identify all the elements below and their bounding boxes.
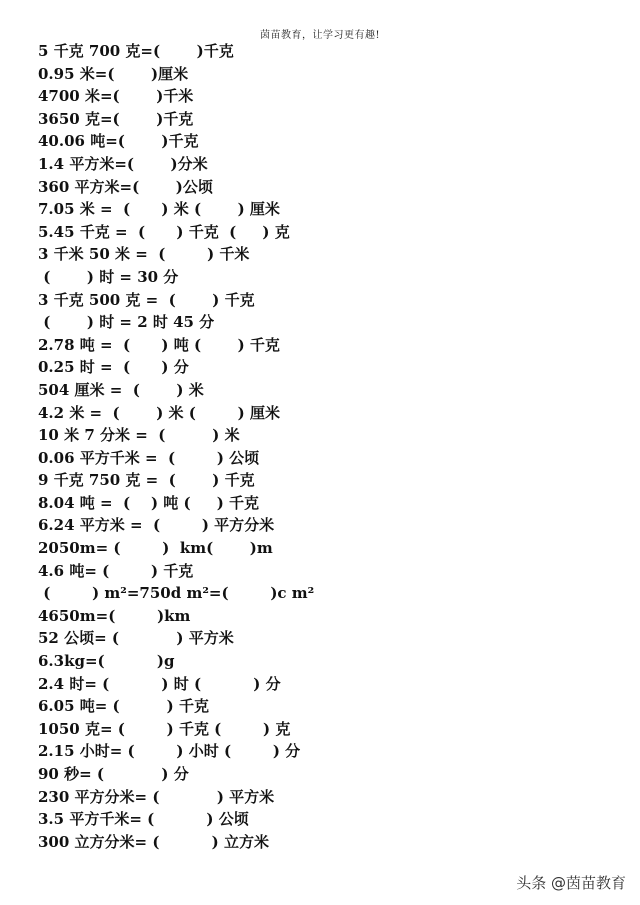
exercise-line: 3650 克=( )千克 bbox=[38, 109, 194, 128]
exercise-line: 3 千米 50 米 = ( ) 千米 bbox=[38, 245, 250, 264]
exercise-line: 1.4 平方米=( )分米 bbox=[38, 154, 208, 173]
exercise-line: 0.95 米=( )厘米 bbox=[38, 64, 189, 83]
exercise-line: ( ) 时 = 2 时 45 分 bbox=[38, 313, 215, 332]
exercise-line: 4.2 米 = ( ) 米 ( ) 厘米 bbox=[38, 403, 280, 422]
exercise-line: 504 厘米 = ( ) 米 bbox=[38, 380, 204, 399]
exercise-line: 6.24 平方米 = ( ) 平方分米 bbox=[38, 516, 275, 535]
exercise-line: 9 千克 750 克 = ( ) 千克 bbox=[38, 471, 255, 490]
exercise-line: ( ) 时 = 30 分 bbox=[38, 267, 179, 286]
exercise-line: ( ) m²=750d m²=( )c m² bbox=[38, 584, 315, 603]
exercise-line: 1050 克= ( ) 千克 ( ) 克 bbox=[38, 719, 291, 738]
exercise-line: 7.05 米 = ( ) 米 ( ) 厘米 bbox=[38, 200, 280, 219]
exercise-line: 6.3kg=( )g bbox=[38, 652, 175, 671]
exercise-line: 6.05 吨= ( ) 千克 bbox=[38, 697, 209, 716]
exercise-line: 300 立方分米= ( ) 立方米 bbox=[38, 832, 269, 851]
exercise-line: 0.06 平方千米 = ( ) 公顷 bbox=[38, 448, 260, 467]
exercise-line: 2.15 小时= ( ) 小时 ( ) 分 bbox=[38, 742, 301, 761]
exercise-line: 360 平方米=( )公顷 bbox=[38, 177, 213, 196]
exercise-line: 52 公顷= ( ) 平方米 bbox=[38, 629, 234, 648]
exercise-line: 230 平方分米= ( ) 平方米 bbox=[38, 787, 275, 806]
exercise-line: 3 千克 500 克 = ( ) 千克 bbox=[38, 290, 255, 309]
exercise-line: 5.45 千克 = ( ) 千克 ( ) 克 bbox=[38, 222, 290, 241]
page-header: 茵苗教育，让学习更有趣! bbox=[259, 30, 381, 41]
exercise-line: 5 千克 700 克=( )千克 bbox=[38, 42, 234, 60]
exercise-line: 3.5 平方千米= ( ) 公顷 bbox=[38, 810, 249, 829]
exercise-line: 0.25 时 = ( ) 分 bbox=[38, 358, 189, 377]
exercise-list bbox=[38, 40, 598, 853]
watermark: 头条 @茵苗教育 bbox=[516, 874, 626, 892]
exercise-line: 4700 米=( )千米 bbox=[38, 87, 194, 106]
exercise-line: 2.78 吨 = ( ) 吨 ( ) 千克 bbox=[38, 335, 280, 354]
exercise-line: 2050m= ( ) km( )m bbox=[38, 539, 273, 558]
exercise-line: 2.4 时= ( ) 时 ( ) 分 bbox=[38, 674, 281, 693]
exercise-line: 8.04 吨 = ( ) 吨 ( ) 千克 bbox=[38, 493, 260, 512]
exercise-line: 90 秒= ( ) 分 bbox=[38, 765, 189, 783]
exercise-line: 4.6 吨= ( ) 千克 bbox=[38, 561, 194, 580]
exercise-line: 10 米 7 分米 = ( ) 米 bbox=[38, 426, 240, 445]
exercise-line: 40.06 吨=( )千克 bbox=[38, 132, 199, 151]
exercise-line: 4650m=( )km bbox=[38, 606, 191, 625]
